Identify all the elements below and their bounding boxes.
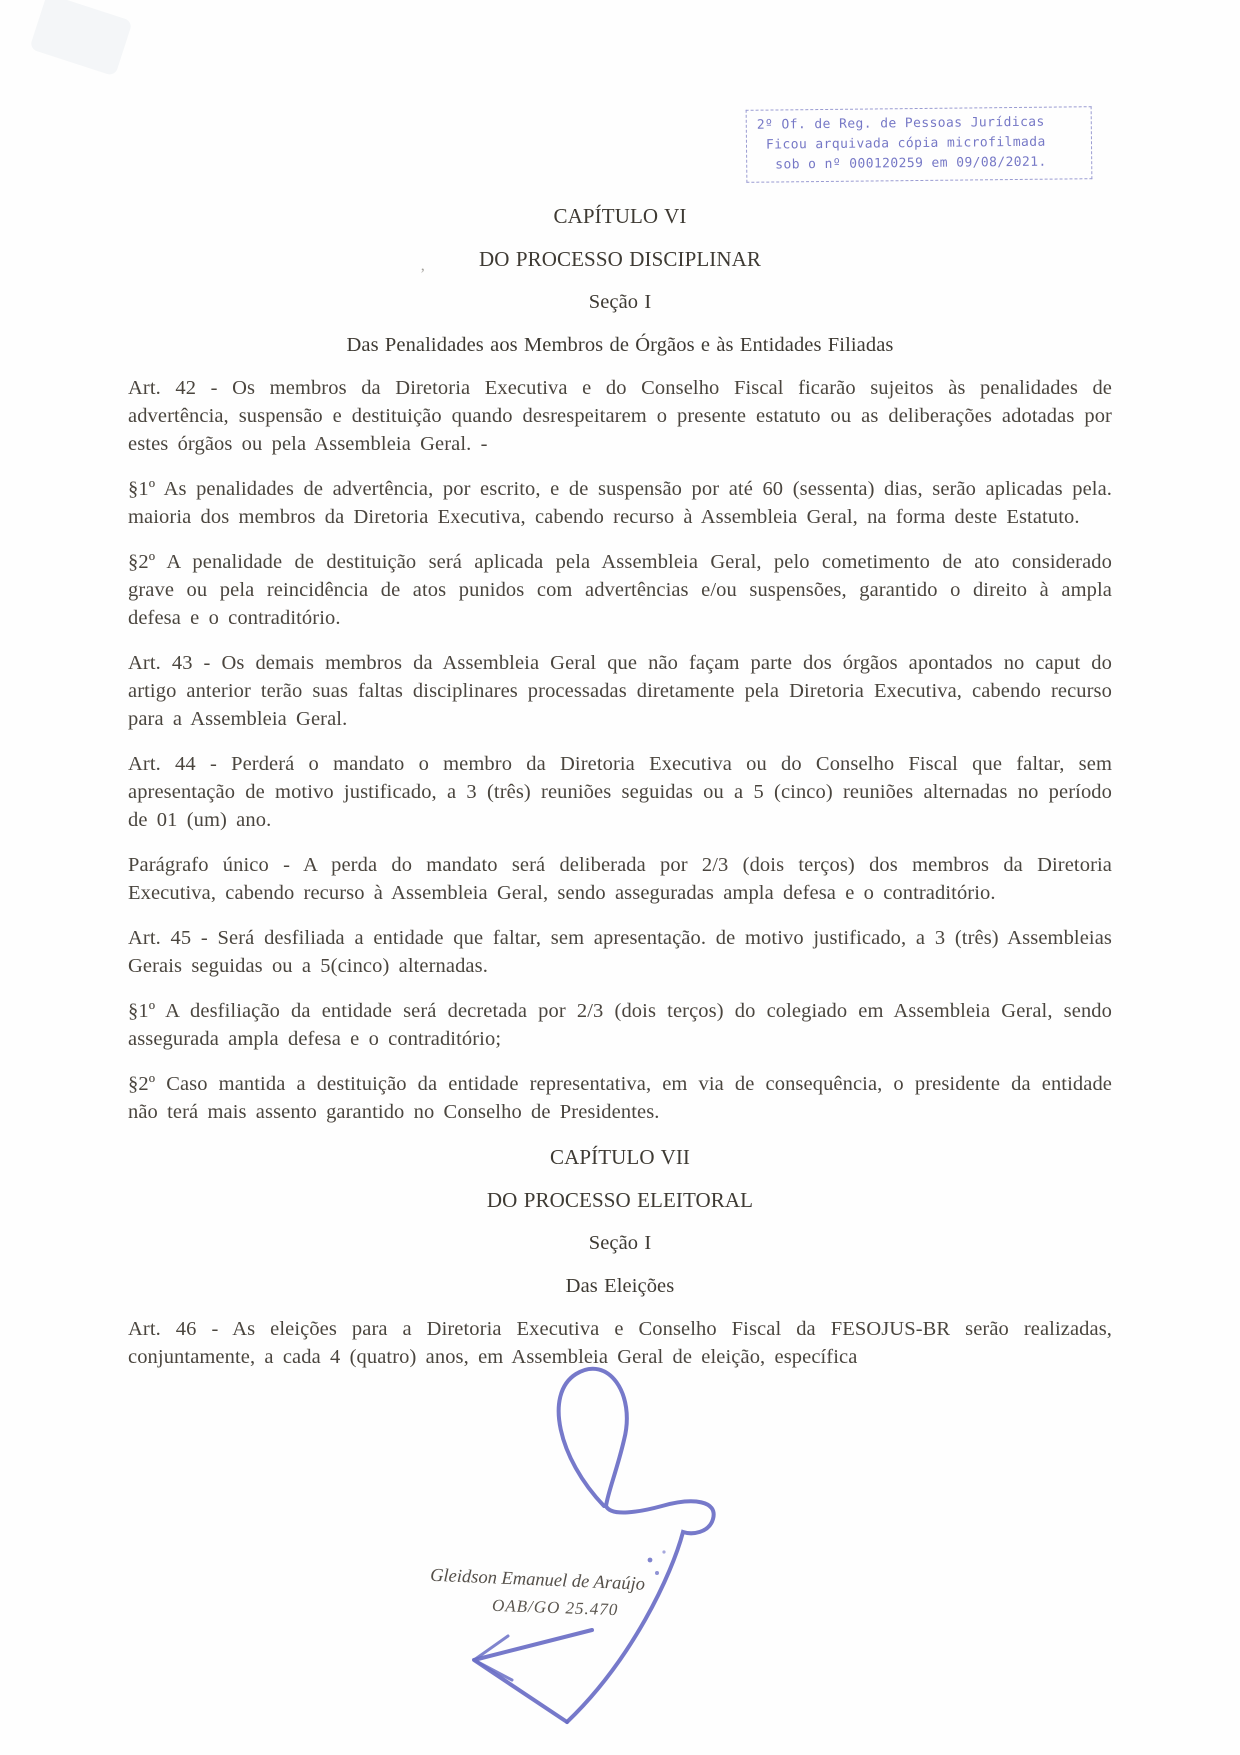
elections-section-title: Das Eleições [565,1275,675,1297]
article-45-paragraph-1: §1º A desfiliação da entidade será decretada por 2/3 (dois terços) do colegiado em Assembleia Geral, sendo assegurada ampla defesa e o contraditório; [128,1000,1112,1050]
signer-oab-number: OAB/GO 25.470 [491,1595,619,1620]
scan-smudge [29,0,133,76]
article-42: Art. 42 - Os membros da Diretoria Executiva e do Conselho Fiscal ficarão sujeitos às penalidades de advertência, suspensão e destituição quando desrespeitarem o presente estatuto ou as deliberações adotadas por estes órgãos ou pela Assembleia Geral. - [128,377,1112,455]
signature-block [380,1360,820,1755]
registry-stamp [746,106,1093,183]
article-46: Art. 46 - As eleições para a Diretoria Executiva e Conselho Fiscal da FESOJUS-BR serão realizadas, conjuntamente, a cada 4 (quatro) anos, em Assembleia Geral de eleição, específica [128,1318,1112,1368]
article-43: Art. 43 - Os demais membros da Assembleia Geral que não façam parte dos órgãos apontados no caput do artigo anterior terão suas faltas disciplinares processadas diretamente pela Diretoria Executiva, cabendo recurso para a Assembleia Geral. [128,652,1112,730]
article-45-paragraph-2: §2º Caso mantida a destituição da entidade representativa, em via de consequência, o presidente da entidade não terá mais assento garantido no Conselho de Presidentes. [128,1073,1112,1123]
stamp-office-line: 2º Of. de Reg. de Pessoas Jurídicas [756,114,1045,133]
article-44-sole-paragraph: Parágrafo único - A perda do mandato será deliberada por 2/3 (dois terços) dos membros da Diretoria Executiva, cabendo recurso à Assembleia Geral, sendo asseguradas ampla defesa e o contraditório. [128,854,1112,904]
chapter-vii-title: DO PROCESSO ELEITORAL [486,1188,754,1212]
statute-text [128,202,1112,1388]
stamp-number-line: sob o nº 000120259 em 09/08/2021. [775,154,1047,173]
article-45: Art. 45 - Será desfiliada a entidade que faltar, sem apresentação. de motivo justificado, a 3 (três) Assembleias Gerais seguidas ou a 5(cinco) alternadas. [128,927,1112,977]
article-42-paragraph-1: §1º As penalidades de advertência, por escrito, e de suspensão por até 60 (sessenta) dias, serão aplicadas pela. maioria dos membros da Diretoria Executiva, cabendo recurso à Assembleia Geral, na forma deste Estatuto. [128,478,1112,528]
signer-name-stamp: Gleidson Emanuel de Araújo [429,1565,646,1595]
article-44: Art. 44 - Perderá o mandato o membro da Diretoria Executiva ou do Conselho Fiscal que faltar, sem apresentação de motivo justificado, a 3 (três) reuniões seguidas ou a 5 (cinco) reuniões alternadas no período de 01 (um) ano. [128,753,1112,831]
section-i-label: Seção I [588,291,652,313]
section-i-label-elections: Seção I [588,1232,652,1254]
handwritten-signature-icon [380,1360,820,1755]
chapter-vi-title: DO PROCESSO DISCIPLINAR [478,247,762,271]
section-i-title: Das Penalidades aos Membros de Órgãos e às Entidades Filiadas [346,334,894,356]
chapter-vii-heading: CAPÍTULO VII [549,1145,691,1169]
article-42-paragraph-2: §2º A penalidade de destituição será aplicada pela Assembleia Geral, pelo cometimento de ato considerado grave ou pela reincidência de atos punidos com advertências e/ou suspensões, garantido o direito à ampla defesa e o contraditório. [128,551,1112,629]
chapter-vi-heading: CAPÍTULO VI [553,204,687,228]
stamp-archive-line: Ficou arquivada cópia microfilmada [765,134,1046,153]
stray-pen-mark: ’ [420,266,426,283]
